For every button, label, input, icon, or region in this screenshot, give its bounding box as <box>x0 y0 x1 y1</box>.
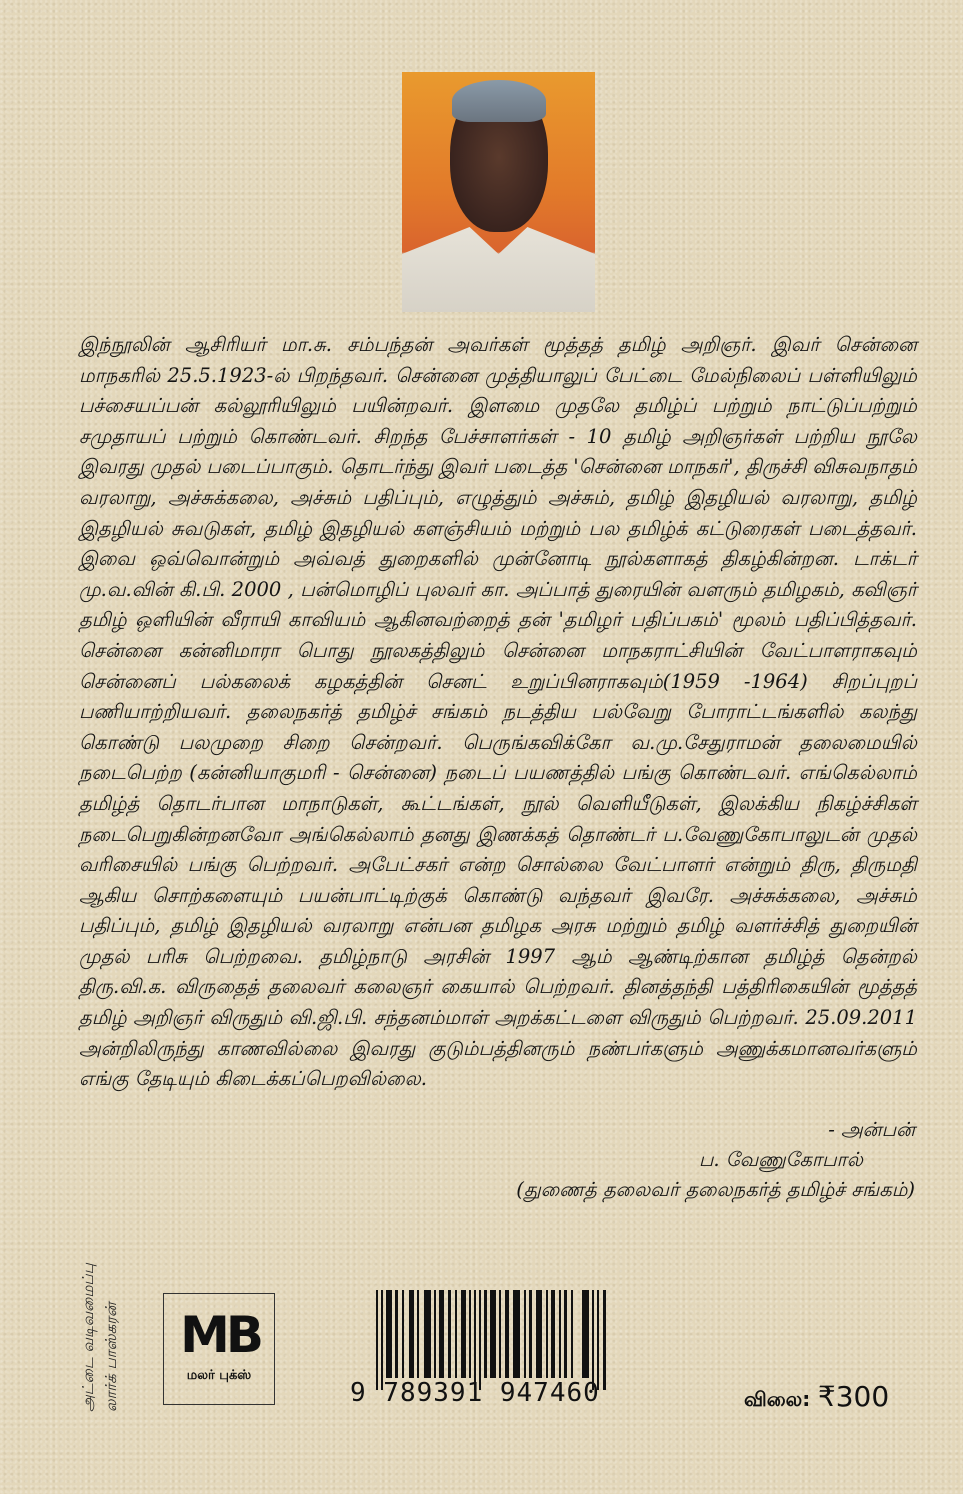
price-amount: ₹300 <box>817 1380 890 1413</box>
price <box>744 1380 889 1414</box>
isbn-number: 9 789391 947460 <box>350 1378 600 1408</box>
price-label: விலை: <box>744 1387 811 1411</box>
credit-designer: லார்க் பாஸ்கரன் <box>102 1302 120 1412</box>
publisher-name: மலர் புக்ஸ் <box>186 1368 252 1383</box>
signature-salutation: - அன்பன் <box>828 1118 915 1141</box>
isbn-barcode-icon <box>376 1290 610 1390</box>
author-hair <box>452 80 546 122</box>
author-biography: இந்நூலின் ஆசிரியர் மா.சு. சம்பந்தன் அவர்கள் மூத்தத் தமிழ் அறிஞர். இவர் சென்னை மாநகரில் 25.5.1923-ல் பிறந்தவர். சென்னை முத்தியாலுப் பேட்டை மேல்நிலைப் பள்ளியிலும் பச்சையப்பன் கல்லூரியிலும் பயின்றவர். இளமை முதலே தமிழ்ப் பற்றும் நாட்டுப்பற்றும் சமுதாயப் பற்றும் கொண்டவர். சிறந்த பேச்சாளர்கள் - 10 தமிழ் அறிஞர்கள் பற்றிய நூலே இவரது முதல் படைப்பாகும். தொடர்ந்து இவர் படைத்த 'சென்னை மாநகர்', திருச்சி விசுவநாதம் வரலாறு, அச்சுக்கலை, அச்சும் பதிப்பும், எழுத்தும் அச்சும், தமிழ் இதழியல் வரலாறு, தமிழ் இதழியல் சுவடுகள், தமிழ் இதழியல் களஞ்சியம் மற்றும் பல தமிழ்க் கட்டுரைகள் படைத்தவர். இவை ஒவ்வொன்றும் அவ்வத் துறைகளில் முன்னோடி நூல்களாகத் திகழ்கின்றன. டாக்டர் மு.வ.வின் கி.பி. 2000 , பன்மொழிப் புலவர் கா. அப்பாத் துரையின் வளரும் தமிழகம், கவிஞர் தமிழ் ஒளியின் வீராயி காவியம் ஆகினவற்றைத் தன் 'தமிழர் பதிப்பகம்' மூலம் பதிப்பித்தவர். சென்னை கன்னிமாரா பொது நூலகத்திலும் சென்னை மாநகராட்சியின் வேட்பாளராகவும் சென்னைப் பல்கலைக் கழகத்தின் செனட் உறுப்பினராகவும்(1959 -1964) சிறப்புறப் பணியாற்றியவர். தலைநகர்த் தமிழ்ச் சங்கம் நடத்திய பல்வேறு போராட்டங்களில் கலந்து கொண்டு பலமுறை சிறை சென்றவர். பெருங்கவிக்கோ வ.மு.சேதுராமன் தலைமையில் நடைபெற்ற (கன்னியாகுமரி - சென்னை) நடைப் பயணத்தில் பங்கு கொண்டவர். எங்கெல்லாம் தமிழ்த் தொடர்பான மாநாடுகள், கூட்டங்கள், நூல் வெளியீடுகள், இலக்கிய நிகழ்ச்சிகள் நடைபெறுகின்றனவோ அங்கெல்லாம் தனது இணக்கத் தொண்டர் ப.வேணுகோபாலுடன் முதல் வரிசையில் பங்கு பெற்றவர். அபேட்சகர் என்ற சொல்லை வேட்பாளர் என்றும் திரு, திருமதி ஆகிய சொற்களையும் பயன்பாட்டிற்குக் கொண்டு வந்தவர் இவரே. அச்சுக்கலை, அச்சும் பதிப்பும், தமிழ் இதழியல் வரலாறு என்பன தமிழக அரசு மற்றும் தமிழ் வளர்ச்சித் துறையின் முதல் பரிசு பெற்றவை. தமிழ்நாடு அரசின் 1997 ஆம் ஆண்டிற்கான தமிழ்த் தென்றல் திரு.வி.க. விருதைத் தலைவர் கலைஞர் கையால் பெற்றவர். தினத்தந்தி பத்திரிகையின் மூத்தத் தமிழ் அறிஞர் விருதும் வி.ஜி.பி. சந்தனம்மாள் அறக்கட்டளை விருதும் பெற்றவர். 25.09.2011 அன்றிலிருந்து காணவில்லை இவரது குடும்பத்தினரும் நண்பர்களும் அணுக்கமானவர்களும் எங்கு தேடியும் கிடைக்கப்பெறவில்லை. <box>79 333 917 1091</box>
credit-label: அட்டை வடிவமைப்பு <box>79 1263 97 1412</box>
publisher-logo <box>163 1293 275 1405</box>
signature-name: ப. வேணுகோபால் <box>698 1148 863 1171</box>
publisher-logo-mark: MB <box>180 1306 260 1364</box>
cover-design-credit <box>78 1207 138 1412</box>
author-shirt <box>402 227 595 312</box>
author-photo <box>402 72 595 312</box>
signature-title: (துணைத் தலைவர் தலைநகர்த் தமிழ்ச் சங்கம்) <box>516 1178 915 1201</box>
